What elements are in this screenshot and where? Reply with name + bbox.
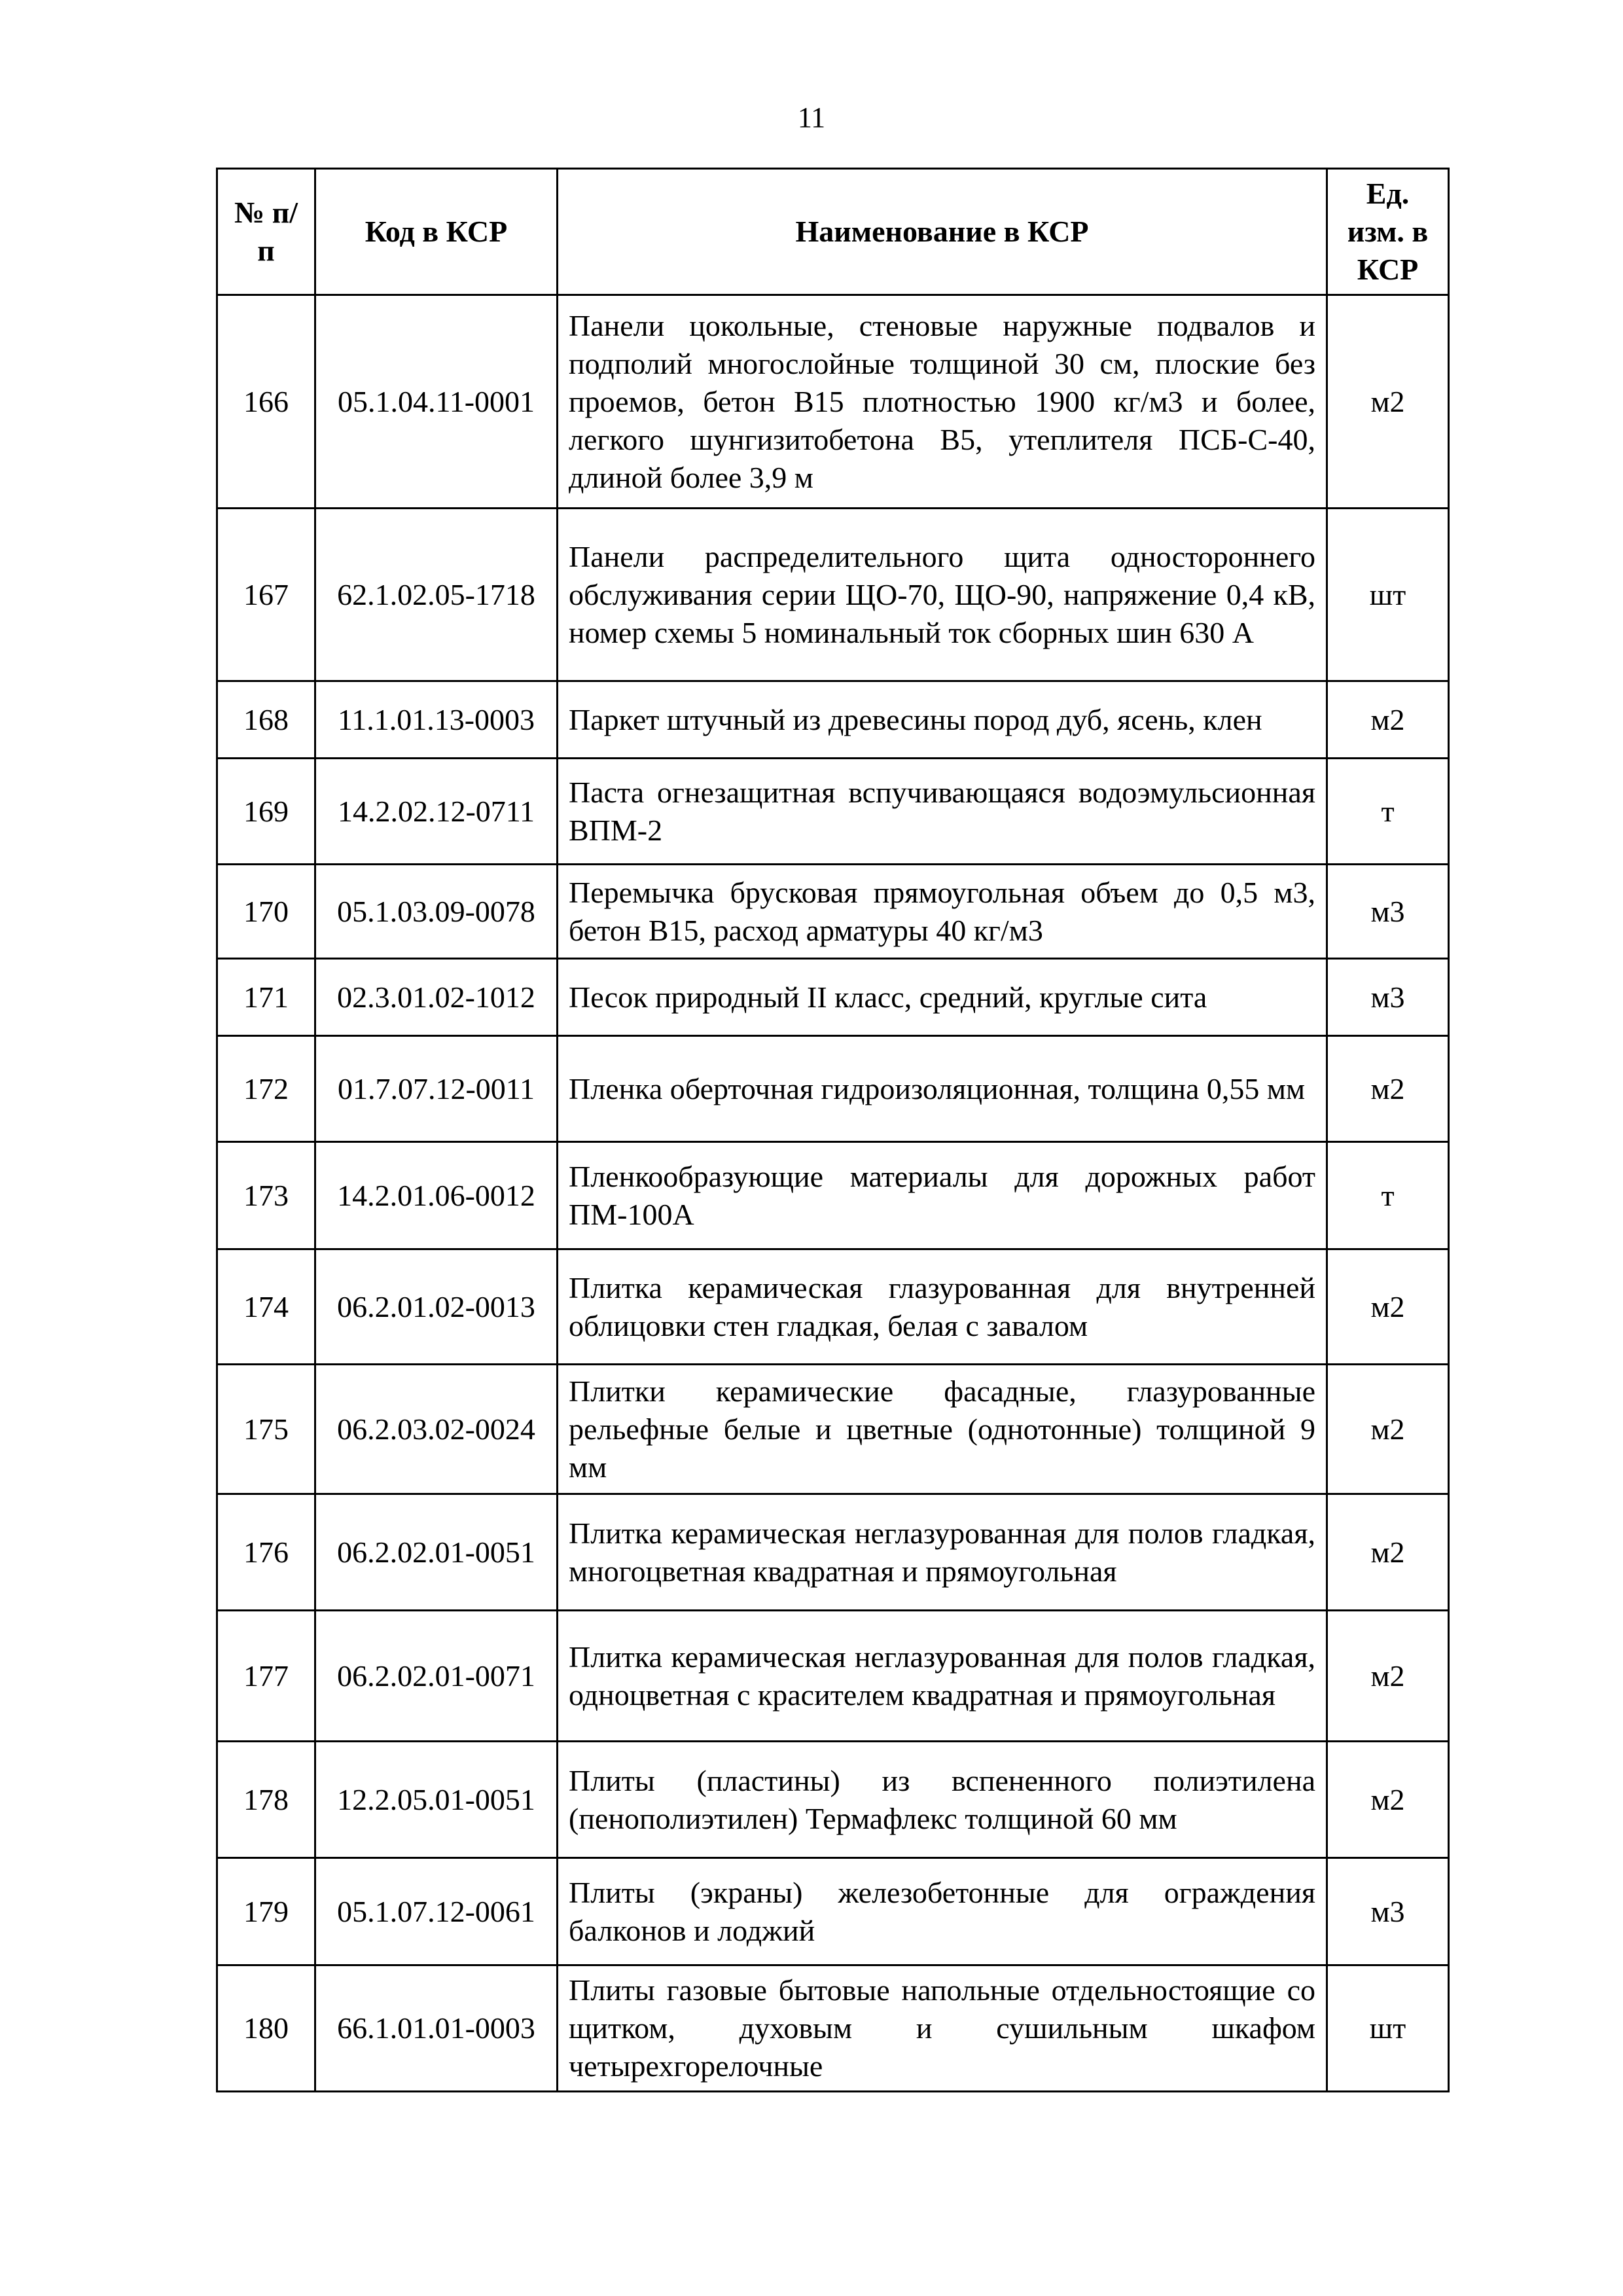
row-num: 175 [217,1365,315,1494]
table-row [217,759,1449,865]
row-name: Пленкообразующие материалы для дорожных работ ПМ-100А [558,1142,1327,1249]
row-name: Перемычка брусковая прямоугольная объем до 0,5 м3, бетон В15, расход арматуры 40 кг/м3 [558,865,1327,959]
row-name: Паркет штучный из древесины пород дуб, ясень, клен [558,681,1327,759]
row-num: 172 [217,1036,315,1142]
row-unit: м2 [1327,1249,1449,1365]
row-name: Паста огнезащитная вспучивающаяся водоэмульсионная ВПМ-2 [558,759,1327,865]
row-code: 66.1.01.01-0003 [315,1965,558,2092]
row-code: 05.1.04.11-0001 [315,295,558,509]
row-num: 177 [217,1611,315,1742]
table-header-row [217,169,1449,295]
row-name: Панели цокольные, стеновые наружные подвалов и подполий многослойные толщиной 30 см, плоские без проемов, бетон В15 плотностью 1900 кг/м3 и более, легкого шунгизитобетона В5, утеплителя ПСБ-С-40, длиной более 3,9 м [558,295,1327,509]
header-code: Код в КСР [315,169,558,295]
row-code: 05.1.07.12-0061 [315,1858,558,1965]
row-num: 176 [217,1494,315,1611]
table-row [217,1142,1449,1249]
row-code: 05.1.03.09-0078 [315,865,558,959]
row-unit: м3 [1327,865,1449,959]
row-unit: м2 [1327,1365,1449,1494]
row-code: 06.2.02.01-0051 [315,1494,558,1611]
page-number: 11 [797,101,826,134]
row-num: 180 [217,1965,315,2092]
table-row [217,1858,1449,1965]
row-num: 170 [217,865,315,959]
table-row [217,1965,1449,2092]
row-code: 02.3.01.02-1012 [315,959,558,1036]
row-code: 12.2.05.01-0051 [315,1742,558,1858]
row-num: 169 [217,759,315,865]
table-row [217,295,1449,509]
row-unit: шт [1327,509,1449,681]
table-row [217,1365,1449,1494]
row-unit: м2 [1327,295,1449,509]
row-name: Плиты (пластины) из вспененного полиэтилена (пенополиэтилен) Термафлекс толщиной 60 мм [558,1742,1327,1858]
row-unit: м2 [1327,681,1449,759]
row-num: 179 [217,1858,315,1965]
table-row [217,865,1449,959]
row-code: 14.2.01.06-0012 [315,1142,558,1249]
row-name: Плитка керамическая неглазурованная для полов гладкая, одноцветная с красителем квадратная и прямоугольная [558,1611,1327,1742]
row-num: 174 [217,1249,315,1365]
row-num: 173 [217,1142,315,1249]
row-code: 06.2.01.02-0013 [315,1249,558,1365]
row-code: 62.1.02.05-1718 [315,509,558,681]
row-unit: т [1327,1142,1449,1249]
row-num: 166 [217,295,315,509]
row-unit: м2 [1327,1611,1449,1742]
row-num: 171 [217,959,315,1036]
table-row [217,1036,1449,1142]
row-code: 06.2.03.02-0024 [315,1365,558,1494]
header-name: Наименование в КСР [558,169,1327,295]
row-num: 167 [217,509,315,681]
table-row [217,1249,1449,1365]
table-row [217,1742,1449,1858]
row-unit: м3 [1327,959,1449,1036]
table-row [217,1611,1449,1742]
table-row [217,509,1449,681]
row-name: Песок природный II класс, средний, круглые сита [558,959,1327,1036]
row-name: Плитки керамические фасадные, глазурованные рельефные белые и цветные (однотонные) толщиной 9 мм [558,1365,1327,1494]
table-row [217,1494,1449,1611]
row-code: 06.2.02.01-0071 [315,1611,558,1742]
row-name: Плиты газовые бытовые напольные отдельностоящие со щитком, духовым и сушильным шкафом четырехгорелочные [558,1965,1327,2092]
table-row [217,959,1449,1036]
row-name: Панели распределительного щита одностороннего обслуживания серии ЩО-70, ЩО-90, напряжение 0,4 кВ, номер схемы 5 номинальный ток сборных шин 630 А [558,509,1327,681]
row-unit: м3 [1327,1858,1449,1965]
header-unit: Ед. изм. в КСР [1327,169,1449,295]
row-unit: м2 [1327,1742,1449,1858]
row-code: 14.2.02.12-0711 [315,759,558,865]
header-num: № п/п [217,169,315,295]
row-unit: т [1327,759,1449,865]
row-unit: м2 [1327,1036,1449,1142]
row-num: 178 [217,1742,315,1858]
row-unit: м2 [1327,1494,1449,1611]
row-name: Плитка керамическая глазурованная для внутренней облицовки стен гладкая, белая с завалом [558,1249,1327,1365]
row-name: Пленка оберточная гидроизоляционная, толщина 0,55 мм [558,1036,1327,1142]
row-code: 11.1.01.13-0003 [315,681,558,759]
row-unit: шт [1327,1965,1449,2092]
row-num: 168 [217,681,315,759]
ksr-table [216,168,1450,2092]
row-name: Плиты (экраны) железобетонные для ограждения балконов и лоджий [558,1858,1327,1965]
row-code: 01.7.07.12-0011 [315,1036,558,1142]
row-name: Плитка керамическая неглазурованная для полов гладкая, многоцветная квадратная и прямоугольная [558,1494,1327,1611]
table-row [217,681,1449,759]
